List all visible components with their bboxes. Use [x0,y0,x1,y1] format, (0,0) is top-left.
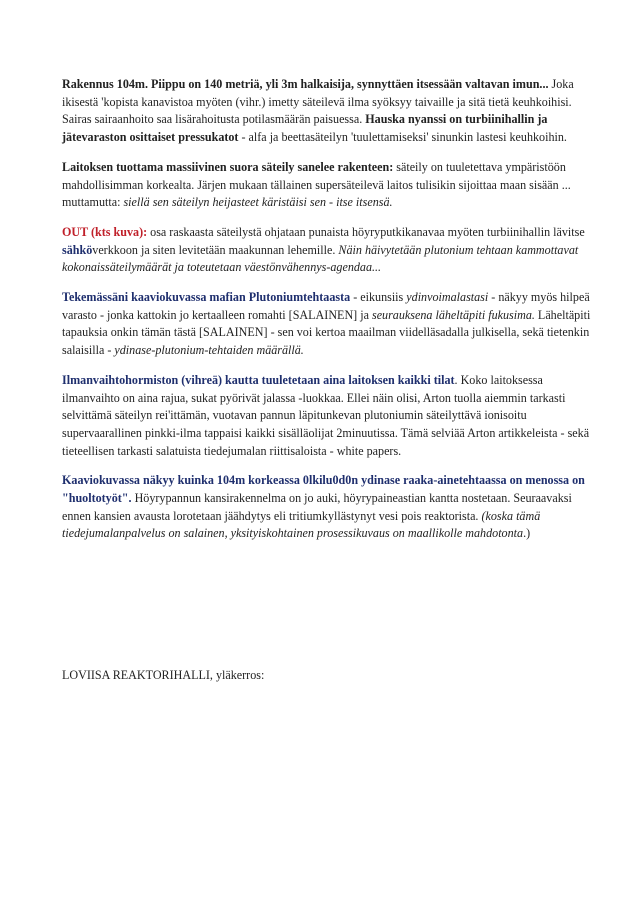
chimney-heading: Rakennus 104m. Piippu on 140 metriä, yli 3m halkaisija, synnyttäen itsessään valtavan imun... [62,77,549,91]
out-italic: Näin häivytetään plutonium tehtaan kammottavat kokonaissäteilymäärät ja toteutetaan väestönvähennys-agendaa... [62,242,579,275]
ventilation-text: . Koko laitoksessa ilmanvaihto on aina rajua, sukat pyörivät jalassa -luokkaa. Ellei näin olisi, Arton tuolla aiemmin tarkasti selvittämä säteilyn rei'ittämän, vuotavan pannun läpitunkevan plutoniumin säteilyttävä ionisoitu supervaarallinen pinkki-ilma tappaisi kaikki sisälläolijat 2minuutissa. Tämä selviää Arton artikkeleista - sekä tieteellisen tarkasti salatuista tiedejumalan riittisaloista - white papers. [62,372,590,458]
maintenance-heading: Kaaviokuvassa näkyy kuinka 104m korkeassa 0lkilu0d0n ydinase raaka-ainetehtaassa on menossa on "huoltotyöt". [62,473,585,506]
paragraph-chimney [62,76,602,147]
radiation-heading: Laitoksen tuottama massiivinen suora säteily sanelee rakenteen: [62,159,394,174]
radiation-text: säteily on tuuletettava ympäristöön mahdollisimman korkealta. Järjen mukaan tällainen supersäteilevä laitos tulisikin sijoittaa maan sisään ... muttamutta: [62,159,571,210]
maintenance-closing: .) [523,526,531,541]
ventilation-heading: Ilmanvaihtohormiston (vihreä) kautta tuuletetaan aina laitoksen kaikki tilat [62,372,455,387]
diagram-plant-text-3: Läheltäpiti tapauksia onkin tämän tästä [SALAINEN] - sen voi kertoa maailman viidelläsadalla julkisella, sekä tietenkin salaisilla - [62,307,591,358]
out-text: osa raskaasta säteilystä ohjataan punaista höyryputkikanavaa myöten turbiinihallin lävitse [147,224,585,239]
out-text-2: verkkoon ja siten levitetään maakunnan lehemille. [92,242,339,257]
electricity-word: sähkö [62,242,93,257]
diagram-plant-text-2: - näkyy myös hilpeä varasto - jonka kattokin jo kertaalleen romahti [SALAINEN] ja [62,290,590,322]
weapons-plants-italic: ydinase-plutonium-tehtaiden määrällä. [114,343,304,358]
document-body [62,76,602,555]
maintenance-italic: (koska tämä tiedejumalanpalvelus on salainen, yksityiskohtainen prosessikuvaus on maallikolle mahdotonta [62,508,541,541]
paragraph-ventilation [62,372,602,461]
radiation-italic: siellä sen säteilyn heijasteet käristäisi sen - itse itsensä. [123,195,393,210]
reactor-hall-caption: LOVIISA REAKTORIHALLI, yläkerros: [62,668,265,682]
paragraph-diagram-plant [62,289,602,360]
diagram-plant-heading: Tekemässäni kaaviokuvassa mafian Plutoniumtehtaasta [62,290,351,305]
paragraph-out [62,224,602,277]
tarp-roofs-text: - alfa ja beettasäteilyn 'tuulettamiseksi' sinunkin lastesi keuhkoihin. [238,130,567,145]
paragraph-maintenance [62,472,602,543]
tarp-roofs-highlight: Hauska nyanssi on turbiinihallin ja jätevaraston osittaiset pressukatot [62,112,548,145]
nuclear-plant-italic: ydinvoimalastasi [406,290,489,305]
chimney-text: Joka ikisestä 'kopista kanavistoa myöten (vihr.) imetty säteilevä ilma syöksyy taivaille ja sitä tietä keuhkoihisi. Sairas sairaanhoito saa lisärahoitusta potilasmäärän paisuessa. [62,77,574,127]
diagram-plant-text: - eikunsiis [350,290,407,305]
paragraph-radiation [62,159,602,212]
fukushima-italic: seurauksena läheltäpiti fukusima. [371,307,535,322]
maintenance-text: Höyrypannun kansirakennelma on jo auki, höyrypaineastian kantta nostetaan. Seuraavaksi ennen kansien avausta lorotetaan jäähdytys eli tritiumkyllästynyt vesi pois reaktorista. [62,491,572,523]
out-heading: OUT (kts kuva): [62,224,148,239]
